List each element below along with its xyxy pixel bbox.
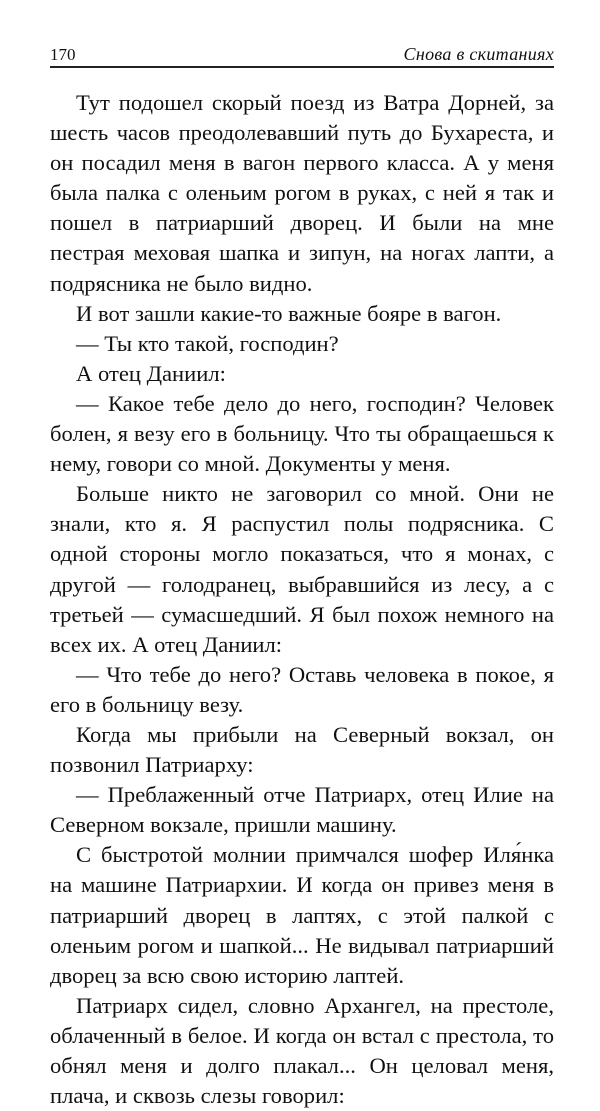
dialogue-line: — Преблаженный отче Патриарх, отец Илие на Северном вокзале, пришли машину. bbox=[50, 782, 554, 838]
paragraph: Когда мы прибыли на Северный вокзал, он позвонил Патриарху: bbox=[50, 721, 554, 778]
dialogue-line: — Ты кто такой, господин? bbox=[76, 330, 339, 356]
dialogue-line: — Что тебе до него? Оставь человека в покое, я его в больницу везу. bbox=[50, 661, 554, 717]
paragraph: Патриарх сидел, словно Архангел, на престоле, облаченный в белое. И когда он встал с престола, то обнял меня и долго плакал... Он целовал меня, плача, и сквозь слезы говорил: bbox=[50, 992, 554, 1109]
paragraph: И вот зашли какие-то важные бояре в вагон. bbox=[76, 300, 502, 326]
paragraph: Больше никто не заговорил со мной. Они не знали, кто я. Я распустил полы подрясника. С одной стороны могло показаться, что я монах, с другой — голодранец, выбравшийся из лесу, а с третьей — сумасшедший. Я был похож немного на всех их. А отец Даниил: bbox=[50, 481, 554, 657]
body-text bbox=[50, 88, 554, 1111]
paragraph: Тут подошел скорый поезд из Ватра Дорней, за шесть часов преодолевавший путь до Бухареста, и он посадил меня в вагон первого класса. А у меня была палка с оленьим рогом в руках, с ней я так и пошел в патриарший дворец. И были на мне пестрая меховая шапка и зипун, на ногах лапти, а подрясника не было видно. bbox=[50, 90, 554, 296]
dialogue-line: — Какое тебе дело до него, господин? Человек болен, я везу его в больницу. Что ты обращаешься к нему, говори со мной. Документы у меня. bbox=[50, 390, 554, 477]
chapter-title: Снова в скитаниях bbox=[403, 44, 554, 64]
page-number: 170 bbox=[50, 45, 76, 64]
paragraph: А отец Даниил: bbox=[76, 360, 226, 386]
paragraph: С быстротой молнии примчался шофер Иля́нка на машине Патриархии. И когда он привез меня в патриарший дворец в лаптях, с этой палкой с оленьим рогом и шапкой... Не видывал патриарший дворец за всю свою историю лаптей. bbox=[50, 842, 554, 988]
running-head bbox=[50, 44, 554, 68]
